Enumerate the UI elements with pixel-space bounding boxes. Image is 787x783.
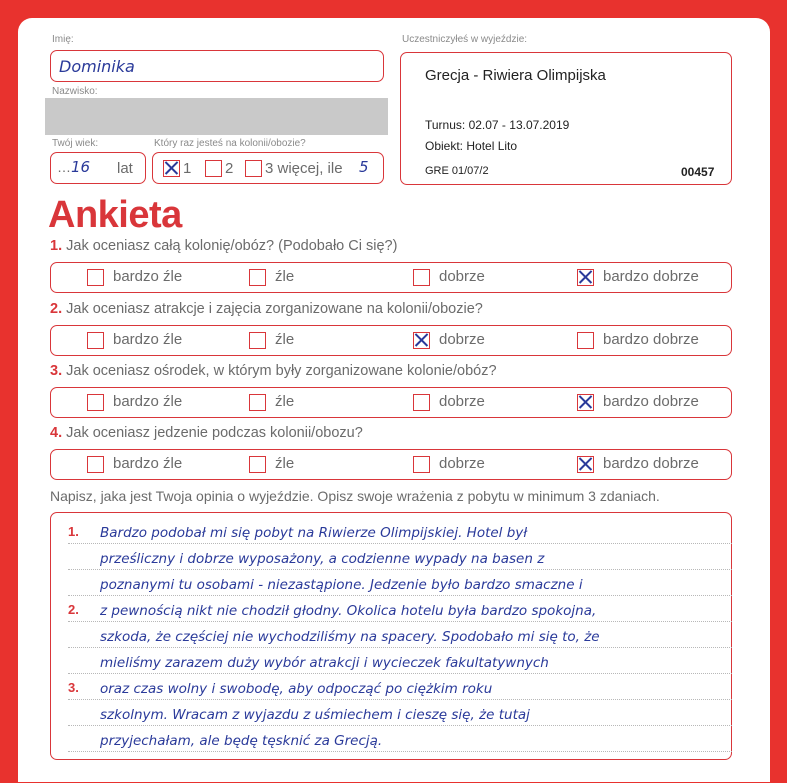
essay-text: oraz czas wolny i swobodę, aby odpocząć po ciężkim roku (100, 681, 493, 697)
essay-line-number: 3. (68, 680, 79, 695)
answer-option-label: bardzo źle (113, 455, 183, 472)
essay-text: szkoda, że częściej nie wychodziliśmy na spacery. Spodobało mi się to, że (100, 629, 600, 645)
question-text: Jak oceniasz atrakcje i zajęcia zorganizowane na kolonii/obozie? (66, 301, 483, 317)
answer-option-label: źle (275, 455, 295, 472)
age-field[interactable] (50, 152, 146, 184)
surname-redaction (45, 98, 388, 135)
essay-line (68, 570, 732, 596)
answer-row-3 (50, 387, 732, 418)
answer-checkbox[interactable] (249, 456, 266, 473)
essay-line (68, 622, 732, 648)
answer-option-label: bardzo źle (113, 268, 183, 285)
question-text: Jak oceniasz całą kolonię/obóz? (Podobało Ci się?) (66, 238, 398, 254)
question-3 (50, 363, 497, 379)
answer-row-1 (50, 262, 732, 293)
question-number: 4. (50, 425, 63, 441)
question-number: 2. (50, 301, 63, 317)
name-field[interactable] (50, 50, 384, 82)
age-label: Twój wiek: (52, 138, 99, 149)
times-more-value: 5 (359, 158, 369, 176)
name-label: Imię: (52, 34, 74, 45)
essay-line (68, 674, 732, 700)
times-label: Który raz jesteś na kolonii/obozie? (154, 138, 306, 149)
times-field (152, 152, 384, 184)
essay-text: z pewnością nikt nie chodził głodny. Okolica hotelu była bardzo spokojna, (100, 603, 597, 619)
trip-code: GRE 01/07/2 (425, 165, 489, 177)
answer-option-label: dobrze (439, 455, 485, 472)
answer-checkbox[interactable] (87, 332, 104, 349)
essay-text: Bardzo podobał mi się pobyt na Riwierze Olimpijskiej. Hotel był (100, 525, 528, 541)
answer-option-label: dobrze (439, 268, 485, 285)
question-4 (50, 425, 363, 441)
essay-line-number: 1. (68, 524, 79, 539)
question-number: 1. (50, 238, 63, 254)
essay-line (68, 518, 732, 544)
answer-checkbox[interactable] (577, 269, 594, 286)
essay-text: poznanymi tu osobami - niezastąpione. Jedzenie było bardzo smaczne i (100, 577, 583, 593)
answer-option-label: bardzo źle (113, 331, 183, 348)
trip-number: 00457 (681, 165, 715, 179)
trip-obiekt: Obiekt: Hotel Lito (425, 139, 518, 153)
essay-text: szkolnym. Wracam z wyjazdu z uśmiechem i cieszę się, że tutaj (100, 707, 530, 723)
question-2 (50, 301, 483, 317)
answer-option-label: źle (275, 268, 295, 285)
essay-line (68, 700, 732, 726)
question-1 (50, 238, 397, 254)
essay-line (68, 544, 732, 570)
answer-checkbox[interactable] (249, 394, 266, 411)
age-dots: … (57, 159, 71, 175)
survey-title: Ankieta (48, 194, 182, 236)
answer-option-label: dobrze (439, 393, 485, 410)
answer-option-label: źle (275, 331, 295, 348)
question-text: Jak oceniasz jedzenie podczas kolonii/obozu? (66, 425, 363, 441)
surname-label: Nazwisko: (52, 86, 98, 97)
answer-checkbox[interactable] (249, 269, 266, 286)
answer-checkbox[interactable] (87, 269, 104, 286)
question-number: 3. (50, 363, 63, 379)
answer-checkbox[interactable] (413, 269, 430, 286)
times-option-3: 3 więcej, ile (265, 160, 343, 177)
answer-checkbox[interactable] (87, 456, 104, 473)
survey-sheet (18, 18, 770, 782)
essay-text: prześliczny i dobrze wyposażony, a codzienne wypady na basen z (100, 551, 545, 567)
age-unit: lat (117, 160, 133, 177)
answer-checkbox[interactable] (577, 456, 594, 473)
times-checkbox-3[interactable] (245, 160, 262, 177)
answer-checkbox[interactable] (87, 394, 104, 411)
answer-option-label: dobrze (439, 331, 485, 348)
trip-turnus: Turnus: 02.07 - 13.07.2019 (425, 118, 570, 132)
essay-line (68, 596, 732, 622)
answer-option-label: bardzo dobrze (603, 268, 699, 285)
question-text: Jak oceniasz ośrodek, w którym były zorganizowane kolonie/obóz? (66, 363, 497, 379)
answer-row-4 (50, 449, 732, 480)
essay-text: mieliśmy zarazem duży wybór atrakcji i wycieczek fakultatywnych (100, 655, 549, 671)
times-option-1: 1 (183, 160, 192, 177)
trip-destination: Grecja - Riwiera Olimpijska (425, 67, 606, 84)
answer-option-label: bardzo dobrze (603, 331, 699, 348)
times-checkbox-2[interactable] (205, 160, 222, 177)
answer-option-label: źle (275, 393, 295, 410)
answer-checkbox[interactable] (577, 394, 594, 411)
essay-line-number: 2. (68, 602, 79, 617)
answer-row-2 (50, 325, 732, 356)
times-option-2: 2 (225, 160, 234, 177)
answer-checkbox[interactable] (413, 394, 430, 411)
essay-line (68, 648, 732, 674)
answer-checkbox[interactable] (413, 456, 430, 473)
name-value: Dominika (59, 57, 135, 76)
answer-checkbox[interactable] (413, 332, 430, 349)
essay-line (68, 726, 732, 752)
essay-text: przyjechałam, ale będę tęsknić za Grecją. (100, 733, 383, 749)
answer-option-label: bardzo źle (113, 393, 183, 410)
answer-option-label: bardzo dobrze (603, 393, 699, 410)
age-value: 16 (71, 158, 91, 176)
trip-info-box (400, 52, 732, 185)
answer-checkbox[interactable] (249, 332, 266, 349)
trip-label: Uczestniczyłeś w wyjeździe: (402, 34, 528, 45)
answer-option-label: bardzo dobrze (603, 455, 699, 472)
essay-prompt: Napisz, jaka jest Twoja opinia o wyjeździe. Opisz swoje wrażenia z pobytu w minimum 3 zdaniach. (50, 488, 660, 504)
times-checkbox-1[interactable] (163, 160, 180, 177)
answer-checkbox[interactable] (577, 332, 594, 349)
